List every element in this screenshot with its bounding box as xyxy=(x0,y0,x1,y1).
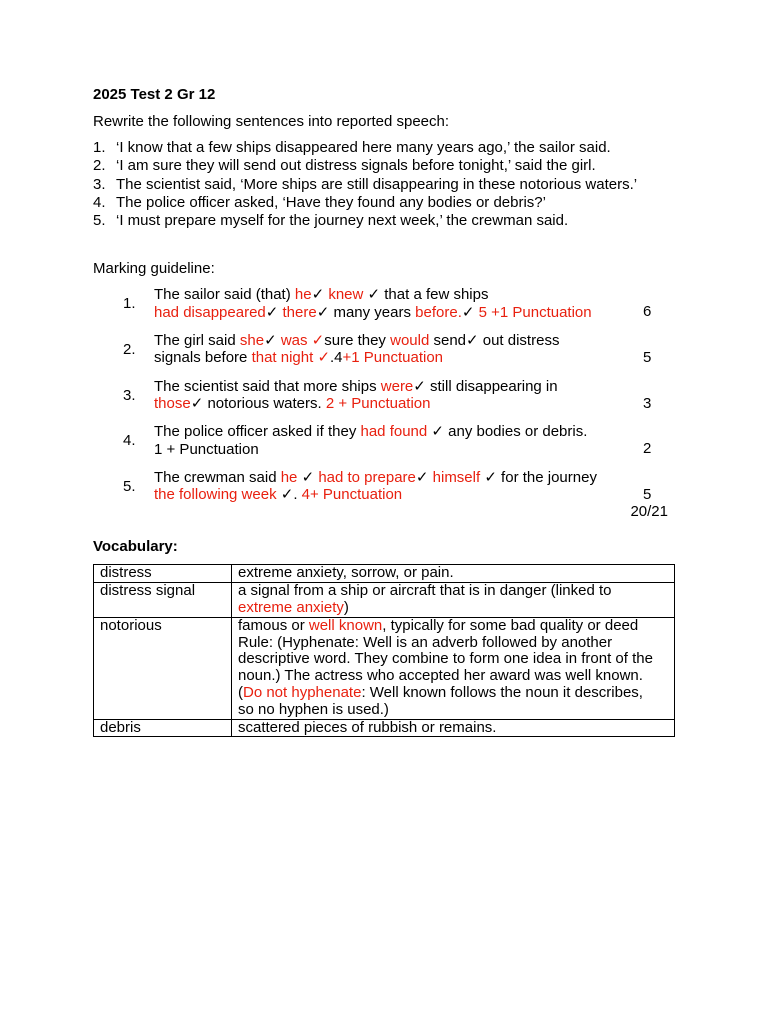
question-text: ‘I am sure they will send out distress signals before tonight,’ said the girl. xyxy=(116,157,596,175)
text-run: ) xyxy=(343,599,349,617)
question-text: ‘I know that a few ships disappeared here many years ago,’ the sailor said. xyxy=(116,139,611,156)
text-run: so no hyphen is used.) xyxy=(238,700,389,718)
instruction-text: Rewrite the following sentences into reported speech: xyxy=(93,113,450,130)
text-run: extreme anxiety, sorrow, or pain. xyxy=(238,564,454,582)
text-run: famous or xyxy=(238,616,309,634)
highlighted-text: the following week xyxy=(154,486,277,504)
text-run: ✓ many years xyxy=(316,303,416,321)
question-number: 3. xyxy=(93,175,106,193)
vocab-definition xyxy=(232,719,675,737)
answer-number: 1. xyxy=(123,295,136,313)
text-run: Rule: (Hyphenate: Well is an adverb followed by another xyxy=(238,633,613,651)
document-page xyxy=(93,86,678,737)
answer-mark: 3 xyxy=(643,394,652,412)
answer-mark: 5 xyxy=(643,349,652,367)
text-run: scattered pieces of rubbish or remains. xyxy=(238,718,497,736)
text-run: ✓ xyxy=(311,286,329,304)
highlighted-text: Do not hyphenate xyxy=(243,684,362,702)
text-run: a signal from a ship or aircraft that is in danger (linked to xyxy=(238,582,612,600)
answer-mark: 5 xyxy=(643,485,652,503)
answer-item xyxy=(93,378,678,413)
answer-number: 3. xyxy=(123,386,136,404)
question-text: The scientist said, ‘More ships are still disappearing in these notorious waters.’ xyxy=(116,175,638,193)
answer-text xyxy=(154,332,624,367)
list-item xyxy=(93,176,678,194)
answer-mark: 2 xyxy=(643,440,652,458)
highlighted-text: extreme anxiety xyxy=(238,599,344,617)
document-title: 2025 Test 2 Gr 12 xyxy=(93,86,216,103)
answer-text xyxy=(154,286,624,321)
answer-number: 5. xyxy=(123,477,136,495)
text-run: ✓ any bodies or debris. xyxy=(427,423,588,441)
table-row xyxy=(94,719,675,737)
vocabulary-heading: Vocabulary: xyxy=(93,538,178,556)
text-run: 1 + Punctuation xyxy=(154,440,259,458)
text-run: : Well known follows the noun it describes, xyxy=(361,684,643,702)
highlighted-text: had found xyxy=(360,423,428,441)
list-item xyxy=(93,212,678,230)
text-run: , typically for some bad quality or deed xyxy=(382,616,639,634)
highlighted-text: 4+ Punctuation xyxy=(301,486,403,504)
text-run: ✓ xyxy=(264,332,281,350)
answer-item xyxy=(93,469,678,504)
highlighted-text: there xyxy=(282,303,317,321)
table-row xyxy=(94,617,675,719)
text-run: ✓ still disappearing in xyxy=(413,377,558,395)
question-number: 5. xyxy=(93,212,106,230)
text-run: ( xyxy=(238,684,243,702)
vocab-term: debris xyxy=(94,719,232,737)
text-run: ✓ that a few ships xyxy=(363,286,489,304)
question-text: The police officer asked, ‘Have they found any bodies or debris?’ xyxy=(116,193,546,211)
text-run: ✓ xyxy=(461,303,479,321)
answer-mark: 6 xyxy=(643,303,652,321)
text-run: The girl said xyxy=(154,332,240,350)
text-run: The crewman said xyxy=(154,468,281,486)
answer-text xyxy=(154,469,624,504)
answer-text xyxy=(154,378,624,413)
text-run: noun.) The actress who accepted her award was well known. xyxy=(238,667,643,685)
highlighted-text: well known xyxy=(308,616,383,634)
text-run: ✓ for the journey xyxy=(480,468,597,486)
answer-number: 4. xyxy=(123,432,136,450)
text-run: ✓ notorious waters. xyxy=(190,394,326,412)
vocabulary-table xyxy=(93,564,675,737)
vocab-term: distress signal xyxy=(94,583,232,618)
answer-item xyxy=(93,286,678,321)
vocab-term: distress xyxy=(94,565,232,583)
answer-text xyxy=(154,423,624,458)
marking-guideline-heading: Marking guideline: xyxy=(93,260,215,278)
answer-item xyxy=(93,423,678,458)
highlighted-text: 2 + Punctuation xyxy=(325,394,431,412)
highlighted-text: +1 Punctuation xyxy=(342,349,444,367)
highlighted-text: knew xyxy=(328,286,364,304)
list-item xyxy=(93,157,678,175)
vocab-term: notorious xyxy=(94,617,232,719)
question-number: 2. xyxy=(93,157,106,175)
list-item xyxy=(93,194,678,212)
question-text: ‘I must prepare myself for the journey next week,’ the crewman said. xyxy=(116,212,569,230)
table-row xyxy=(94,565,675,583)
text-run: sure they xyxy=(324,332,391,350)
highlighted-text: those xyxy=(154,394,191,412)
highlighted-text: he xyxy=(280,468,298,486)
answer-number: 2. xyxy=(123,341,136,359)
text-run: The scientist said that more ships xyxy=(154,377,381,395)
question-list xyxy=(93,139,678,230)
highlighted-text: himself xyxy=(432,468,481,486)
highlighted-text: had to prepare xyxy=(318,468,416,486)
text-run: ✓ xyxy=(265,303,283,321)
vocab-definition xyxy=(232,617,675,719)
table-row xyxy=(94,583,675,618)
text-run: ✓ xyxy=(297,468,319,486)
highlighted-text: had disappeared xyxy=(154,303,266,321)
highlighted-text: before. xyxy=(415,303,462,321)
vocab-definition xyxy=(232,583,675,618)
highlighted-text: she xyxy=(239,332,265,350)
total-score: 20/21 xyxy=(630,503,668,521)
list-item xyxy=(93,139,678,157)
highlighted-text: that night ✓ xyxy=(251,349,331,367)
highlighted-text: were xyxy=(380,377,414,395)
text-run: descriptive word. They combine to form one idea in front of the xyxy=(238,650,653,668)
highlighted-text: 5 +1 Punctuation xyxy=(478,303,592,321)
text-run: The sailor said (that) xyxy=(154,286,295,304)
text-run: ✓. xyxy=(276,486,302,504)
text-run: .4 xyxy=(330,349,343,367)
highlighted-text: was ✓ xyxy=(280,332,325,350)
answer-item xyxy=(93,332,678,367)
text-run: ✓ xyxy=(415,468,433,486)
text-run: send✓ out distress xyxy=(429,332,560,350)
question-number: 4. xyxy=(93,193,106,211)
highlighted-text: he xyxy=(294,286,312,304)
highlighted-text: would xyxy=(390,332,430,350)
question-number: 1. xyxy=(93,139,106,156)
text-run: signals before xyxy=(154,349,252,367)
text-run: The police officer asked if they xyxy=(154,423,361,441)
vocab-definition xyxy=(232,565,675,583)
